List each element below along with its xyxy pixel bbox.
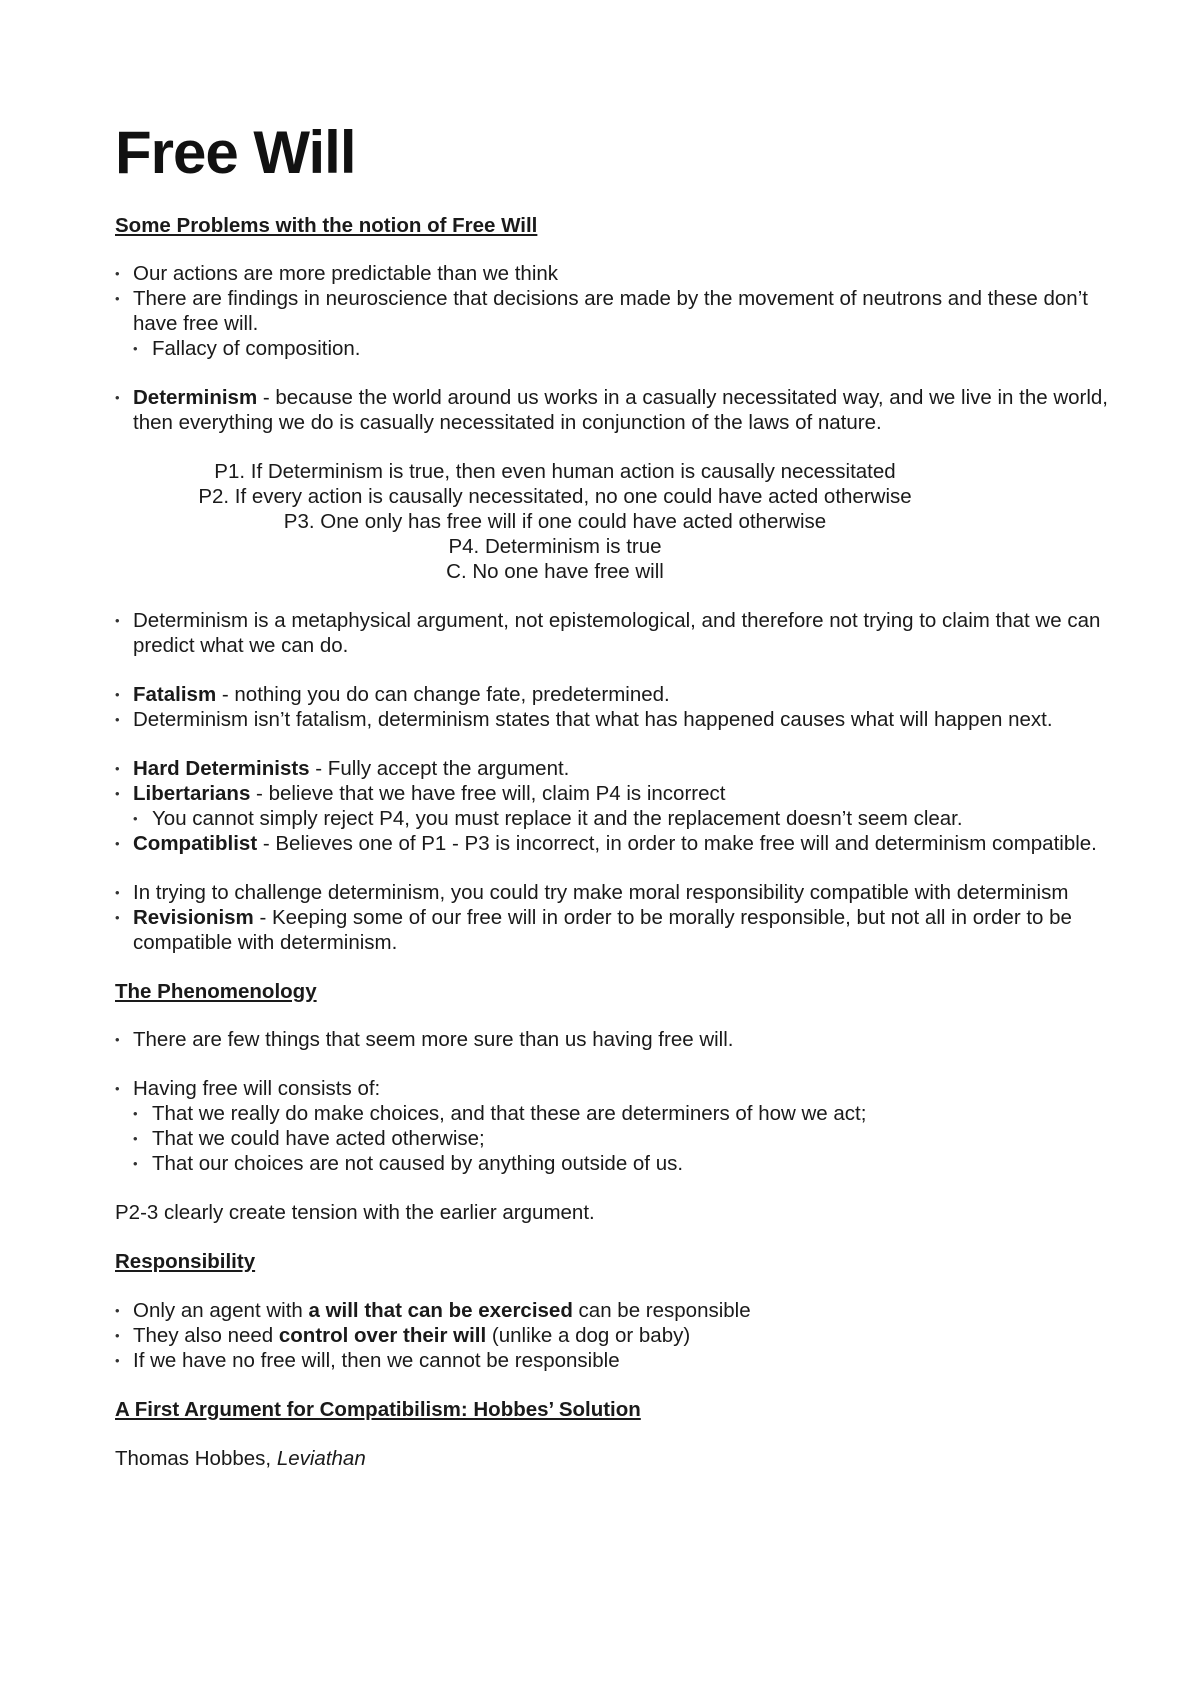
list-item: • Our actions are more predictable than we think	[115, 261, 1115, 286]
phenomenology-list	[115, 1027, 1115, 1052]
author-name: Thomas Hobbes,	[115, 1447, 277, 1470]
section-heading-responsibility: Responsibility	[115, 1250, 256, 1273]
determinism-list	[115, 385, 1115, 435]
text-run: can be responsible	[572, 1299, 751, 1322]
text-run: They also need	[133, 1324, 279, 1347]
work-title: Leviathan	[276, 1447, 366, 1470]
document-body	[115, 213, 1115, 1471]
sub-list-item: • That we could have acted otherwise;	[115, 1126, 1115, 1151]
term-determinism: Determinism	[133, 386, 258, 409]
definition-text: - nothing you do can change fate, predetermined.	[216, 683, 670, 706]
definition-text: - believe that we have free will, claim P4 is incorrect	[250, 782, 726, 805]
premise-p3: P3. One only has free will if one could have acted otherwise	[283, 510, 827, 533]
list-item	[115, 1298, 1115, 1323]
section-heading-hobbes: A First Argument for Compatibilism: Hobbes’ Solution	[115, 1398, 641, 1421]
hobbes-citation	[115, 1446, 1115, 1471]
sub-list-item: • That we really do make choices, and that these are determiners of how we act;	[115, 1101, 1115, 1126]
section-heading-problems: Some Problems with the notion of Free Will	[115, 214, 538, 237]
list-item-revisionism	[115, 905, 1115, 955]
list-item: • Determinism is a metaphysical argument, not epistemological, and therefore not trying to claim that we can predict what we can do.	[115, 608, 1115, 658]
sub-list-item: • Fallacy of composition.	[115, 336, 1115, 361]
positions-list	[115, 756, 1115, 856]
revisionism-list	[115, 880, 1115, 955]
definition-text: - Believes one of P1 - P3 is incorrect, in order to make free will and determinism compatible.	[257, 832, 1097, 855]
page-title: Free Will	[115, 119, 356, 186]
text-run: Only an agent with	[133, 1299, 309, 1322]
term-hard-determinists: Hard Determinists	[133, 757, 310, 780]
list-item: • There are findings in neuroscience that decisions are made by the movement of neutrons and these don’t have free will.	[115, 286, 1115, 336]
bold-phrase: a will that can be exercised	[308, 1299, 573, 1322]
list-item-libertarians	[115, 781, 1115, 806]
list-item	[115, 1323, 1115, 1348]
list-item-determinism	[115, 385, 1115, 435]
list-item: • Having free will consists of:	[115, 1076, 1115, 1101]
premise-p4: P4. Determinism is true	[448, 535, 662, 558]
list-item-hard-determinists	[115, 756, 1115, 781]
conclusion: C. No one have free will	[446, 560, 664, 583]
definition-text: - Fully accept the argument.	[309, 757, 570, 780]
problems-list	[115, 261, 1115, 361]
tension-paragraph: P2-3 clearly create tension with the earlier argument.	[115, 1201, 595, 1224]
premise-p1: P1. If Determinism is true, then even human action is causally necessitated	[214, 460, 896, 483]
list-item-fatalism	[115, 682, 1115, 707]
list-item: • In trying to challenge determinism, you could try make moral responsibility compatible with determinism	[115, 880, 1115, 905]
list-item: • Determinism isn’t fatalism, determinism states that what has happened causes what will happen next.	[115, 707, 1115, 732]
text-run: (unlike a dog or baby)	[486, 1324, 691, 1347]
premise-p2: P2. If every action is causally necessitated, no one could have acted otherwise	[198, 485, 912, 508]
argument-block	[115, 459, 995, 584]
list-item: • There are few things that seem more sure than us having free will.	[115, 1027, 1115, 1052]
fatalism-list	[115, 682, 1115, 732]
responsibility-list	[115, 1298, 1115, 1373]
sub-list-item: • That our choices are not caused by anything outside of us.	[115, 1151, 1115, 1176]
section-heading-phenomenology: The Phenomenology	[115, 980, 317, 1003]
sub-list-item: • You cannot simply reject P4, you must replace it and the replacement doesn’t seem clear.	[115, 806, 1115, 831]
list-item: • If we have no free will, then we cannot be responsible	[115, 1348, 1115, 1373]
definition-text: - Keeping some of our free will in order to be morally responsible, but not all in order to be compatible with determinism.	[133, 906, 1072, 954]
metaphysical-list	[115, 608, 1115, 658]
definition-text: - because the world around us works in a casually necessitated way, and we live in the world, then everything we do is casually necessitated in conjunction of the laws of nature.	[133, 386, 1108, 434]
term-compatiblist: Compatiblist	[133, 832, 258, 855]
bold-phrase: control over their will	[278, 1324, 487, 1347]
term-libertarians: Libertarians	[133, 782, 251, 805]
term-fatalism: Fatalism	[133, 683, 217, 706]
term-revisionism: Revisionism	[133, 906, 254, 929]
free-will-consists-list	[115, 1076, 1115, 1176]
list-item-compatiblist	[115, 831, 1115, 856]
